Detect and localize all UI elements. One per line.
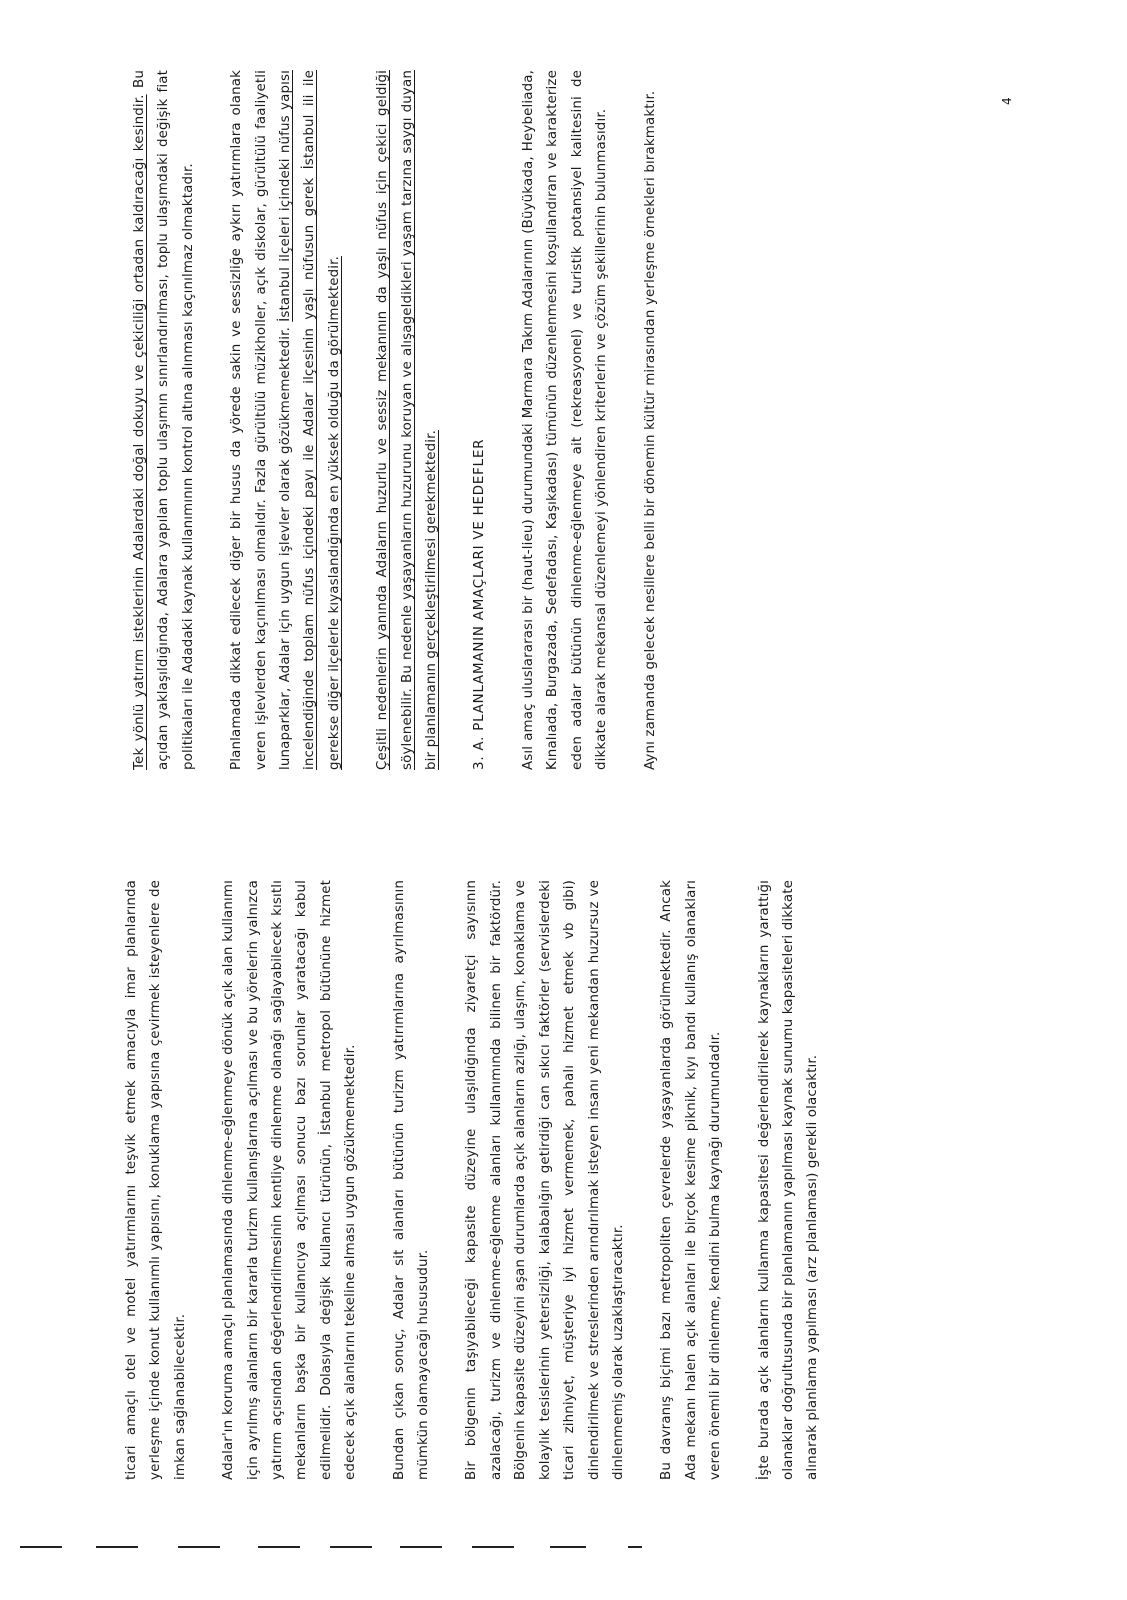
paragraph-heritage: Aynı zamanda gelecek nesillere belli bir dönemin kültür mirasından yerleşme örnekleri bırakmaktır. bbox=[642, 90, 658, 770]
right-text-column bbox=[128, 70, 687, 770]
underlined-text: Tek yönlü yatırım isteklerinin Adalardaki doğal dokuyu ve çekiciliği ortadan kaldıracağı kesindir. bbox=[132, 94, 147, 770]
paragraph-investment bbox=[128, 70, 201, 770]
paragraph-elderly-population bbox=[371, 70, 444, 770]
page-number: 4 bbox=[1000, 97, 1014, 105]
section-heading: 3. A. PLANLAMANIN AMAÇLARI VE HEDEFLER bbox=[472, 438, 488, 770]
text-segment: Bu açıdan yaklaşıldığında, Adalara yapılan toplu ulaşımın sınırlandırılması, toplu ulaşımdaki değişik fiat politikaları ile Adadaki kaynak kullanımının kontrol altına alınması kaçınılmaz olmaktadır. bbox=[132, 70, 196, 770]
paragraph-planning-attention bbox=[225, 70, 347, 770]
paragraph-main-goal: Asıl amaç uluslararası bir (haut-lieu) durumundaki Marmara Takım Adalarının (Büyükada, Heybeliada, Kınalıada, Burgazada, Sedefadası, Kaşıkadası) tümünün düzenlenmesini koşullandıran ve karakterize eden adalar bütünün dinlenme-eğlenmeye ait (rekreasyonel) ve turistik potansiyel kalitesini de dikkate alarak mekansal düzenlemeyi yönlendiren kriterlerin ve çözüm şekillerinin bulunmasıdır. bbox=[520, 70, 610, 770]
left-paragraph-2: Adalar'ın koruma amaçlı planlamasında dinlenme-eğlenmeye dönük açık alan kullanımı için ayrılmış alanların bir kararla turizm kullanışlarına açılması ve bu yörelerin yalnızca yatırım açısından değerlendirilmesinin kentliye dinlenme olanağı sağlayabilecek kısıtlı mekanların başka bir kullanıcıya açılması sonucu bazı sorunlar yaratacağı kabul edilmelidir. Dolasıyla değişik kullanıcı türünün, İstanbul metropol bütününe hizmet edecek açık alanlarını tekeline alması uygun gözükmemektedir. bbox=[221, 880, 359, 1480]
left-paragraph-6: İşte burada açık alanların kullanma kapasitesi değerlendirilerek kaynakların yarattığı olanaklar doğrultusunda bir planlamanın yapılması kaynak sunumu kapasiteleri dikkate alınarak planlama yapılması (arz planlaması) gerekli olacaktır. bbox=[756, 880, 821, 1480]
left-paragraph-5: Bu davranış biçimi bazı metropoliten çevrelerde yaşayanlarda görülmektedir. Ancak Ada mekanı halen açık alanları ile birçok kesime piknik, kıyı bandı kullanış olanakları veren önemli bir dinlenme, kendini bulma kaynağı durumundadır. bbox=[659, 880, 724, 1480]
underlined-text: İstanbul ilçeleri içindeki nüfus yapısı incelendiğinde toplam nüfus içindeki payı ile Adalar ilçesinin yaşlı nüfusun gerek İstanbul ili ile gerekse diğer ilçelerle kıyaslandığında en yüksek olduğu da görülmektedir. bbox=[278, 70, 342, 770]
left-text-column bbox=[120, 880, 850, 1480]
punch-hole-marks bbox=[0, 1542, 1127, 1554]
left-paragraph-4: Bir bölgenin taşıyabileceği kapasite düzeyine ulaşıldığında ziyaretçi sayısının azalacağı, turizm ve dinlenme-eğlenme alanları kullanımında bilinen bir faktördür. Bölgenin kapasite düzeyini aşan durumlarda açık alanların azlığı, ulaşım, konaklama ve kolaylık tesislerinin yetersizliği, kalabalığın getirdiği can sıkıcı faktörler (servislerdeki ticari zihniyet, müşteriye iyi hizmet vermemek, pahalı hizmet etmek vb gibi) dinlendirilmek ve streslerinden arındırılmak isteyen insanı yeni mekandan huzursuz ve dinlenmemiş olarak uzaklaştıracaktır. bbox=[464, 880, 626, 1480]
left-paragraph-1: ticari amaçlı otel ve motel yatırımlarını teşvik etmek amacıyla imar planlarında yerleşme içinde konut kullanımlı yapısını, konuklama yapısına çevirmek isteyenlere de imkan sağlanabilecektir. bbox=[124, 880, 188, 1480]
left-paragraph-3: Bundan çıkan sonuç, Adalar sit alanları bütünün turizm yatırımlarına ayrılmasının mümkün olamayacağı hususudur. bbox=[391, 880, 432, 1480]
text-segment: Planlamada dikkat edilecek diğer bir husus da yörede sakin ve sessizliğe aykırı yatırımlara olanak veren işlevlerden kaçınılması olmalıdır. Fazla gürültülü müzikholler, açık diskolar, gürültülü faaliyetli lunaparklar, Adalar için uygun işlevler olarak gözükmemektedir. bbox=[229, 70, 294, 770]
underlined-text: Çeşitli nedenlerin yanında Adaların huzurlu ve sessiz mekanının da yaşlı nüfus için çekici geldiği söylenebilir. Bu nedenle yaşayanların huzurunu koruyan ve alışageldikleri yaşam tarzına saygı duyan bir planlamanın gerçekleştirilmesi gerekmektedir. bbox=[375, 70, 440, 770]
